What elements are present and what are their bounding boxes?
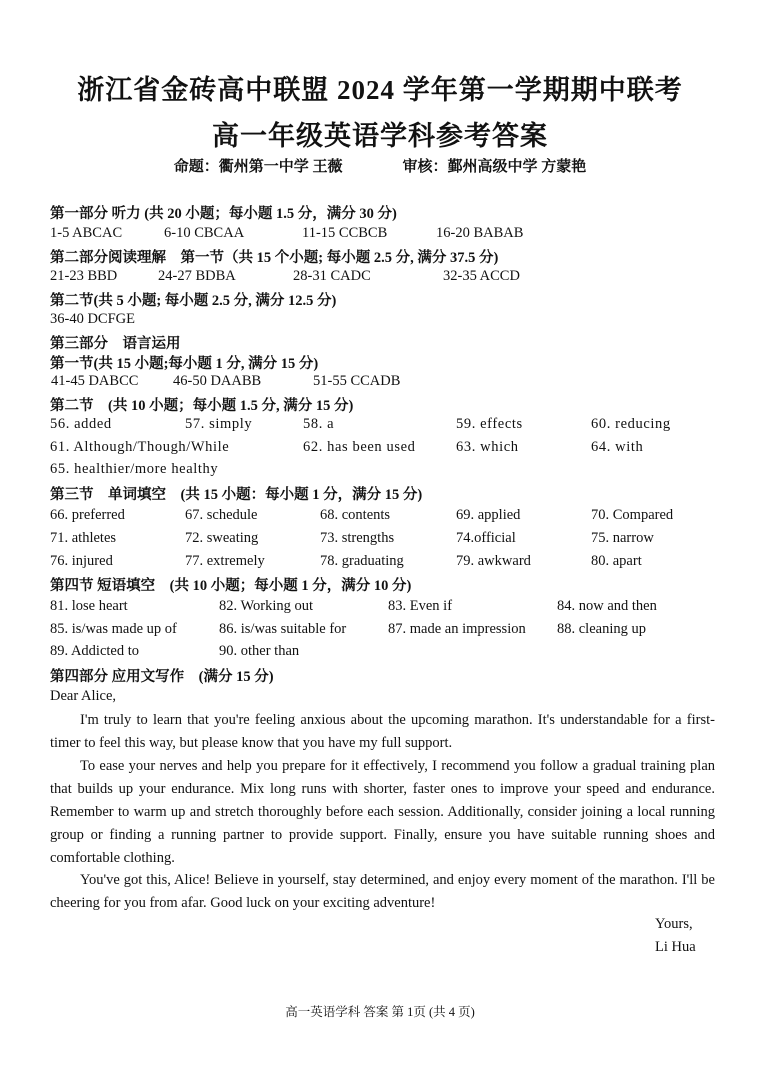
part3-section4-row — [50, 598, 720, 618]
answer-item: 70. Compared — [591, 507, 674, 523]
letter-paragraph: You've got this, Alice! Believe in yourself, stay determined, and enjoy every moment of the marathon. I'll be cheering for you from afar. Good luck on your exciting adventure! — [50, 872, 715, 911]
answer-item: 77. extremely — [185, 553, 265, 569]
answer-item: 66. preferred — [50, 507, 125, 523]
answer-group: 41-45 DABCC — [51, 373, 139, 389]
letter-paragraph: I'm truly to learn that you're feeling anxious about the upcoming marathon. It's understandable for a first-timer to feel this way, but please know that you have my full support. — [50, 712, 715, 751]
part3-section3-row — [50, 507, 720, 527]
answer-item: 68. contents — [320, 507, 391, 523]
answer-item: 82. Working out — [219, 598, 314, 614]
answer-item: 64. with — [591, 439, 644, 455]
answer-item: 65. healthier/more healthy — [50, 461, 219, 477]
answer-group: 51-55 CCADB — [313, 373, 401, 389]
answer-item: 56. added — [50, 416, 112, 432]
answer-item: 67. schedule — [185, 507, 258, 523]
part2-section2-heading: 第二节(共 5 小题; 每小题 2.5 分, 满分 12.5 分) — [50, 293, 337, 309]
part3-section1-heading: 第一节(共 15 小题;每小题 1 分, 满分 15 分) — [50, 356, 319, 372]
answer-group: 28-31 CADC — [293, 268, 371, 284]
part3-section2-heading: 第二节 (共 10 小题；每小题 1.5 分, 满分 15 分) — [50, 398, 354, 414]
part3-section1-answers — [50, 373, 720, 393]
answer-item: 73. strengths — [320, 530, 395, 546]
part2-section2-answer: 36-40 DCFGE — [50, 311, 135, 327]
part1-heading: 第一部分 听力 (共 20 小题；每小题 1.5 分，满分 30 分) — [50, 206, 397, 222]
part3-section3-row — [50, 530, 720, 550]
answer-group: 16-20 BABAB — [436, 225, 524, 241]
answer-item: 61. Although/Though/While — [50, 439, 230, 455]
answer-item: 87. made an impression — [388, 621, 526, 637]
answer-item: 69. applied — [456, 507, 521, 523]
setter-label: 命题：衢州第一中学 王薇 — [173, 159, 343, 175]
answer-item: 59. effects — [456, 416, 523, 432]
answer-item: 71. athletes — [50, 530, 117, 546]
part3-section4-row — [50, 621, 720, 641]
part3-section4-row — [50, 643, 720, 663]
document-subtitle: 高一年级英语学科参考答案 — [212, 121, 548, 151]
answer-item: 79. awkward — [456, 553, 531, 569]
answer-item: 89. Addicted to — [50, 643, 140, 659]
letter-paragraph: To ease your nerves and help you prepare for it effectively, I recommend you follow a gradual training plan that builds up your endurance. Mix long runs with shorter, faster ones to improve your speed and endurance. Remember to warm up and stretch thoroughly before each session. Additionally, consider joining a local running group or finding a running partner to provide support. Finally, ensure you have suitable running shoes and comfortable clothing. — [50, 758, 715, 866]
letter-closing: Yours, — [655, 916, 693, 932]
answer-item: 83. Even if — [388, 598, 453, 614]
part4-heading: 第四部分 应用文写作 (满分 15 分) — [50, 669, 274, 685]
part2-answers — [50, 268, 720, 288]
page-footer: 高一英语学科 答案 第 1页 (共 4 页) — [285, 1005, 475, 1019]
answer-item: 72. sweating — [185, 530, 259, 546]
answer-item: 58. a — [303, 416, 335, 432]
answer-item: 74.official — [456, 530, 516, 546]
answer-item: 78. graduating — [320, 553, 404, 569]
part1-answers — [50, 225, 720, 245]
part3-section4-heading: 第四节 短语填空 (共 10 小题；每小题 1 分，满分 10 分) — [50, 578, 412, 594]
authors-line — [0, 155, 760, 176]
answer-item: 75. narrow — [591, 530, 654, 546]
answer-item: 57. simply — [185, 416, 253, 432]
letter-signature: Li Hua — [655, 939, 696, 955]
answer-group: 11-15 CCBCB — [302, 225, 388, 241]
answer-item: 63. which — [456, 439, 519, 455]
answer-item: 81. lose heart — [50, 598, 128, 614]
answer-item: 60. reducing — [591, 416, 671, 432]
answer-item: 84. now and then — [557, 598, 657, 614]
part3-section3-row — [50, 553, 720, 573]
part3-heading: 第三部分 语言运用 — [50, 336, 181, 352]
part3-section2-row — [50, 461, 720, 481]
part3-section2-row — [50, 439, 720, 459]
answer-group: 32-35 ACCD — [443, 268, 520, 284]
part3-section3-heading: 第三节 单词填空 (共 15 小题：每小题 1 分，满分 15 分) — [50, 487, 423, 503]
answer-item: 90. other than — [219, 643, 300, 659]
part2-heading: 第二部分阅读理解 第一节（共 15 个小题; 每小题 2.5 分, 满分 37.5 分) — [50, 250, 499, 266]
answer-item: 88. cleaning up — [557, 621, 646, 637]
part3-section2-row — [50, 416, 720, 436]
answer-item: 86. is/was suitable for — [219, 621, 347, 637]
answer-group: 1-5 ABCAC — [50, 225, 123, 241]
answer-item: 85. is/was made up of — [50, 621, 177, 637]
answer-group: 21-23 BBD — [50, 268, 118, 284]
answer-item: 80. apart — [591, 553, 642, 569]
document-title: 浙江省金砖高中联盟 2024 学年第一学期期中联考 — [77, 75, 683, 105]
letter-greeting: Dear Alice, — [50, 688, 117, 704]
answer-item: 76. injured — [50, 553, 113, 569]
answer-group: 24-27 BDBA — [158, 268, 236, 284]
reviewer-label: 审核：鄞州高级中学 方蒙艳 — [402, 159, 587, 175]
answer-item: 62. has been used — [303, 439, 416, 455]
answer-group: 46-50 DAABB — [173, 373, 262, 389]
answer-group: 6-10 CBCAA — [164, 225, 245, 241]
